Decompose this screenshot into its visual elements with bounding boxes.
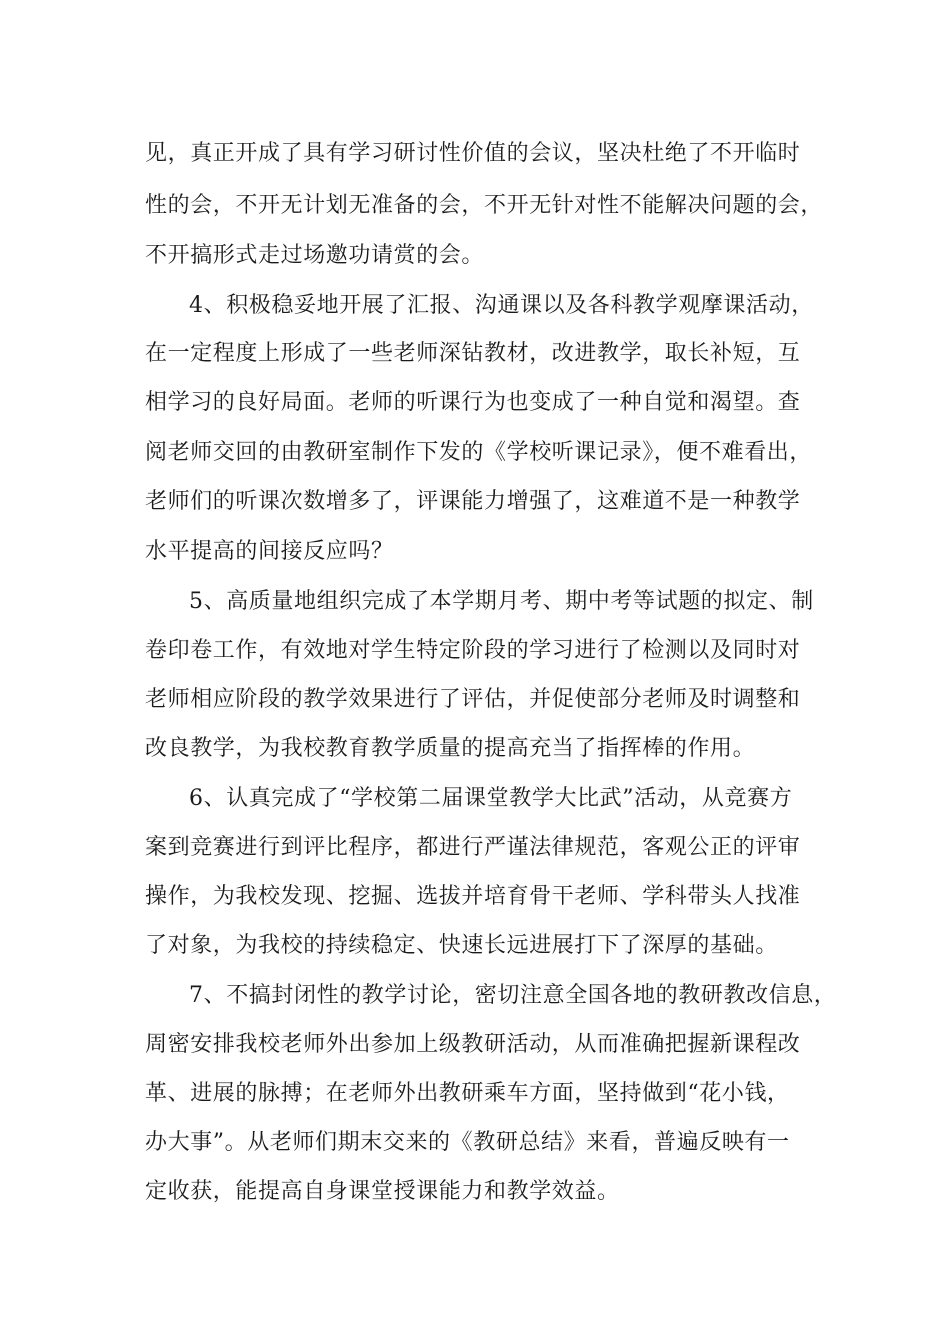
text-line: 案到竞赛进行到评比程序，都进行严谨法律规范，客观公正的评审 <box>145 835 801 860</box>
text-line: 见，真正开成了具有学习研讨性价值的会议，坚决杜绝了不开临时 <box>145 141 801 166</box>
text-line: 革、进展的脉搏；在老师外出教研乘车方面，坚持做到“花小钱， <box>145 1081 790 1106</box>
text-line: 周密安排我校老师外出参加上级教研活动，从而准确把握新课程改 <box>145 1032 801 1057</box>
text-line: 相学习的良好局面。老师的听课行为也变成了一种自觉和渴望。查 <box>145 390 801 415</box>
text-line: 卷印卷工作，有效地对学生特定阶段的学习进行了检测以及同时对 <box>145 638 801 663</box>
text-line: 老师们的听课次数增多了，评课能力增强了，这难道不是一种教学 <box>145 489 801 514</box>
text-line: 改良教学，为我校教育教学质量的提高充当了指挥棒的作用。 <box>145 736 756 761</box>
text-line: 了对象，为我校的持续稳定、快速长远进展打下了深厚的基础。 <box>145 933 778 958</box>
text-line: 阅老师交回的由教研室制作下发的《学校听课记录》，便不难看出， <box>145 440 813 465</box>
text-line: 不开搞形式走过场邀功请赏的会。 <box>145 243 485 268</box>
text-line: 在一定程度上形成了一些老师深钻教材，改进教学，取长补短，互 <box>145 341 801 366</box>
text-line: 老师相应阶段的教学效果进行了评估，并促使部分老师及时调整和 <box>145 687 801 712</box>
text-line: 性的会，不开无计划无准备的会，不开无针对性不能解决问题的会， <box>145 193 824 218</box>
text-line: 水平提高的间接反应吗？ <box>145 539 394 564</box>
text-line: 操作，为我校发现、挖掘、选拔并培育骨干老师、学科带头人找准 <box>145 884 801 909</box>
text-line: 定收获，能提高自身课堂授课能力和教学效益。 <box>145 1179 620 1204</box>
paragraph-4-start: 4、积极稳妥地开展了汇报、沟通课以及各科教学观摩课活动， <box>189 293 814 318</box>
text-line: 办大事”。从老师们期末交来的《教研总结》来看，普遍反映有一 <box>145 1130 790 1155</box>
paragraph-5-start: 5、高质量地组织完成了本学期月考、期中考等试题的拟定、制 <box>189 589 814 614</box>
paragraph-7-start: 7、不搞封闭性的教学讨论，密切注意全国各地的教研教改信息， <box>189 983 837 1008</box>
paragraph-6-start: 6、认真完成了“学校第二届课堂教学大比武”活动，从竞赛方 <box>189 786 793 811</box>
